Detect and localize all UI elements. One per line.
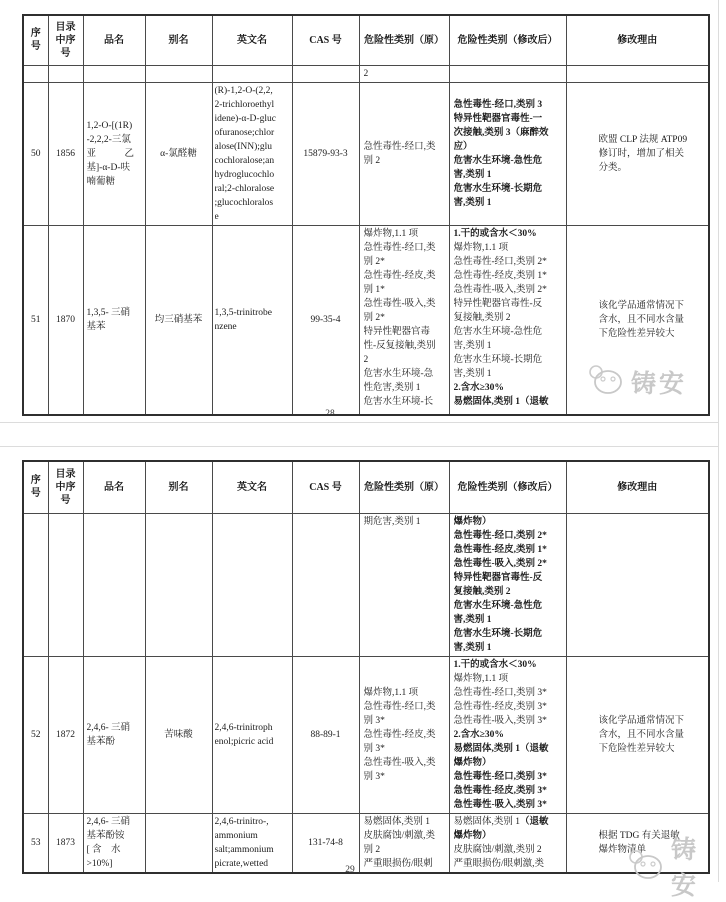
cell-revision-reason: 根据 TDG 有关退敏 爆炸物清单 [566, 813, 709, 873]
col-header-product-name: 品名 [83, 461, 145, 513]
watermark-text: 铸安 [631, 370, 688, 398]
cell-cas: 88-89-1 [292, 656, 359, 813]
cell-hazard-original: 急性毒性-经口,类 别 2 [359, 82, 449, 225]
cell-seq: 52 [23, 656, 48, 813]
cell-product-name: 2,4,6- 三硝 基苯酚 [83, 656, 145, 813]
cell-hazard-revised: 爆炸物） 急性毒性-经口,类别 2* 急性毒性-经皮,类别 1* 急性毒性-吸入,类别 2* 特异性靶器官毒性-反 复接触,类别 2 危害水生环境-急性危 害,类别 1 危害水生环境-长期危 害,类别 1 [449, 513, 566, 656]
col-header-english-name: 英文名 [212, 461, 292, 513]
cell-alias: 苦味酸 [145, 656, 212, 813]
cell-alias: 均三硝基苯 [145, 225, 212, 415]
col-header-english-name: 英文名 [212, 15, 292, 65]
page-number-28: 28 [325, 409, 335, 419]
col-header-hazard-revised: 危险性类别（修改后） [449, 461, 566, 513]
col-header-hazard-original: 危险性类别（原） [359, 461, 449, 513]
cell-english-name: 2,4,6-trinitro-, ammonium salt;ammonium picrate,wetted [212, 813, 292, 873]
col-header-product-name: 品名 [83, 15, 145, 65]
page-right-edge [718, 0, 719, 882]
cell-seq [23, 65, 48, 82]
cell-hazard-revised: 易燃固体,类别 1（退敏 爆炸物） 皮肤腐蚀/刺激,类别 2 严重眼损伤/眼刺激,类 [449, 813, 566, 873]
cell-hazard-revised: 1.干的或含水＜30% 爆炸物,1.1 项 急性毒性-经口,类别 2* 急性毒性-经皮,类别 1* 急性毒性-吸入,类别 2* 特异性靶器官毒性-反 复接触,类别 2 危害水生环境-急性危 害,类别 1 危害水生环境-长期危 害,类别 1 2.含水≥30% 易燃固体,类别 1（退敏 [449, 225, 566, 415]
cell-catalog-no: 1856 [48, 82, 83, 225]
cell-revision-reason: 该化学品通常情况下 含水，且不同水含量 下危险性差异较大 [566, 225, 709, 415]
col-header-alias: 别名 [145, 461, 212, 513]
cell-alias [145, 813, 212, 873]
page1-bottom-edge [0, 422, 719, 423]
col-header-hazard-original: 危险性类别（原） [359, 15, 449, 65]
cell-revision-reason [566, 513, 709, 656]
cell-hazard-original: 爆炸物,1.1 项 急性毒性-经口,类 别 3* 急性毒性-经皮,类 别 3* 急性毒性-吸入,类 别 3* [359, 656, 449, 813]
cell-seq: 53 [23, 813, 48, 873]
table-row-51 [23, 225, 709, 415]
cell-catalog-no: 1873 [48, 813, 83, 873]
col-header-revision-reason: 修改理由 [566, 15, 709, 65]
cell-english-name [212, 513, 292, 656]
col-header-seq: 序 号 [23, 15, 48, 65]
cell-english-name: 1,3,5-trinitrobe nzene [212, 225, 292, 415]
cell-revision-reason [566, 65, 709, 82]
table-row-53 [23, 813, 709, 873]
cell-revision-reason: 欧盟 CLP 法规 ATP09 修订时，增加了相关 分类。 [566, 82, 709, 225]
cell-hazard-revised: 1.干的或含水＜30% 爆炸物,1.1 项 急性毒性-经口,类别 3* 急性毒性-经皮,类别 3* 急性毒性-吸入,类别 3* 2.含水≥30% 易燃固体,类别 1（退敏 爆炸物） 急性毒性-经口,类别 3* 急性毒性-经皮,类别 3* 急性毒性-吸入,类别 3* [449, 656, 566, 813]
col-header-catalog-no: 目录 中序 号 [48, 461, 83, 513]
table-row-50 [23, 82, 709, 225]
cell-hazard-original: 爆炸物,1.1 项 急性毒性-经口,类 别 2* 急性毒性-经皮,类 别 1* 急性毒性-吸入,类 别 2* 特异性靶器官毒 性-反复接触,类别 2 危害水生环境-急 性危害,类别 1 危害水生环境-长 [359, 225, 449, 415]
page2-top-edge [0, 446, 719, 447]
cell-cas [292, 65, 359, 82]
col-header-seq: 序 号 [23, 461, 48, 513]
cell-seq: 51 [23, 225, 48, 415]
cell-product-name: 2,4,6- 三硝 基苯酚铵 [ 含 水 >10%] [83, 813, 145, 873]
cell-product-name: 1,3,5- 三硝 基苯 [83, 225, 145, 415]
cell-hazard-original: 期危害,类别 1 [359, 513, 449, 656]
cell-seq: 50 [23, 82, 48, 225]
cell-english-name [212, 65, 292, 82]
cell-cas: 131-74-8 [292, 813, 359, 873]
cell-english-name: 2,4,6-trinitroph enol;picric acid [212, 656, 292, 813]
cell-hazard-original: 2 [359, 65, 449, 82]
cell-seq [23, 513, 48, 656]
cell-revision-reason: 该化学品通常情况下 含水，且不同水含量 下危险性差异较大 [566, 656, 709, 813]
cell-product-name: 1,2-O-[(1R) -2,2,2-三氯 亚 乙 基]-α-D-呋 喃葡糖 [83, 82, 145, 225]
hazard-table-page-28 [22, 14, 710, 416]
col-header-hazard-revised: 危险性类别（修改后） [449, 15, 566, 65]
cell-english-name: (R)-1,2-O-(2,2, 2-trichloroethyl idene)-α-D-gluc ofuranose;chlor alose(INN);glu cochloralose;an hydroglucochlo ral;2-chloralose ;glucochloralos e [212, 82, 292, 225]
cell-catalog-no: 1872 [48, 656, 83, 813]
hazard-table-page-29 [22, 460, 710, 874]
page-number-29: 29 [345, 865, 355, 875]
cell-catalog-no: 1870 [48, 225, 83, 415]
col-header-revision-reason: 修改理由 [566, 461, 709, 513]
col-header-catalog-no: 目录 中序 号 [48, 15, 83, 65]
cell-catalog-no [48, 513, 83, 656]
col-header-cas: CAS 号 [292, 15, 359, 65]
cell-catalog-no [48, 65, 83, 82]
cell-hazard-revised: 急性毒性-经口,类别 3 特异性靶器官毒性-一 次接触,类别 3（麻醉效 应） 危害水生环境-急性危 害,类别 1 危害水生环境-长期危 害,类别 1 [449, 82, 566, 225]
cell-product-name [83, 513, 145, 656]
cell-hazard-original: 易燃固体,类别 1 皮肤腐蚀/刺激,类 别 2 严重眼损伤/眼刺 [359, 813, 449, 873]
cell-cas: 15879-93-3 [292, 82, 359, 225]
col-header-alias: 别名 [145, 15, 212, 65]
cell-alias [145, 65, 212, 82]
header-row [23, 15, 709, 65]
table-row-continuation [23, 513, 709, 656]
table-row-continuation [23, 65, 709, 82]
cell-product-name [83, 65, 145, 82]
cell-alias [145, 513, 212, 656]
col-header-cas: CAS 号 [292, 461, 359, 513]
cell-cas [292, 513, 359, 656]
cell-cas: 99-35-4 [292, 225, 359, 415]
table-row-52 [23, 656, 709, 813]
cell-hazard-revised [449, 65, 566, 82]
cell-alias: α-氯醛糖 [145, 82, 212, 225]
header-row [23, 461, 709, 513]
watermark-text: 铸安 [671, 837, 700, 900]
